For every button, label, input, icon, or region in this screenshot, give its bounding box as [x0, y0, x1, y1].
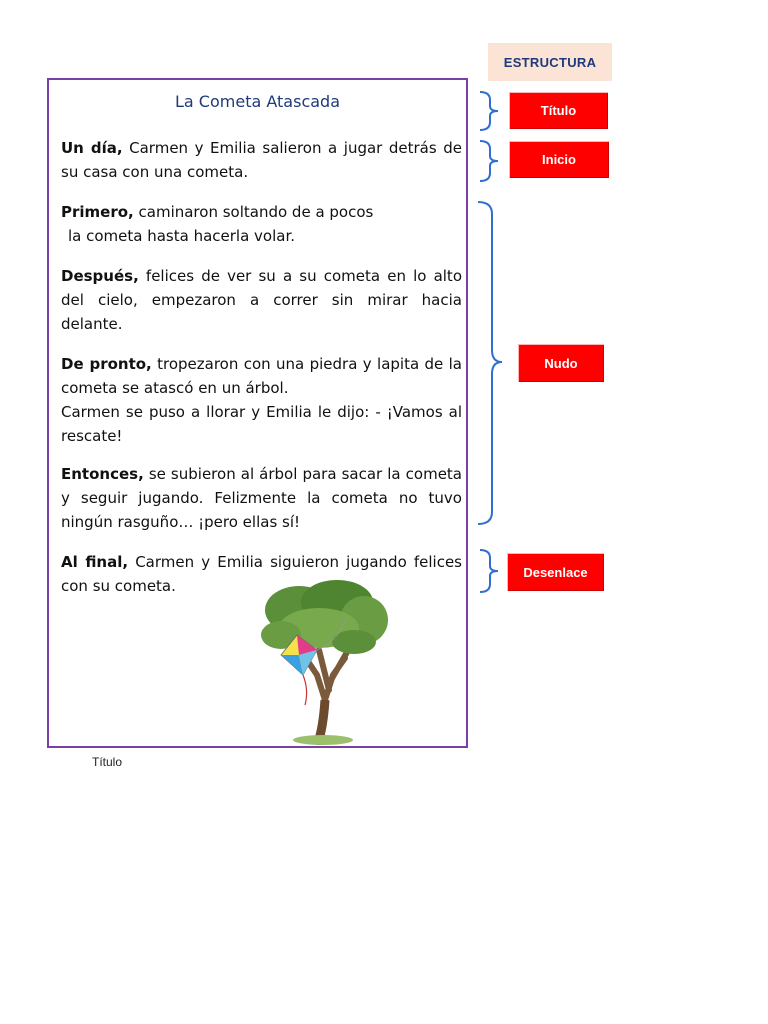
paragraph-text: felices de ver su a su cometa en lo alto del cielo, empezaron a correr sin mirar hacia delante.: [61, 267, 462, 333]
paragraph-lead: Después,: [61, 267, 139, 285]
paragraph-lead: Al final,: [61, 553, 129, 571]
story-box: [47, 78, 468, 748]
label-desenlace: Desenlace: [507, 553, 604, 591]
caption: Título: [92, 755, 123, 769]
label-inicio: Inicio: [509, 141, 609, 178]
label-nudo: Nudo: [518, 344, 604, 382]
label-titulo: Título: [509, 92, 608, 129]
paragraph-text: Carmen y Emilia siguieron jugando felices con su cometa.: [61, 553, 462, 595]
paragraph-entonces: [61, 462, 462, 534]
brace-icon: [474, 200, 508, 526]
paragraph-text: Carmen y Emilia salieron a jugar detrás de su casa con una cometa.: [61, 139, 462, 181]
paragraph-lead: Entonces,: [61, 465, 144, 483]
paragraph-lead: De pronto,: [61, 355, 152, 373]
brace-icon: [478, 139, 508, 183]
story-title: La Cometa Atascada: [175, 92, 340, 111]
brace-icon: [478, 90, 508, 132]
paragraph-text-continued: la cometa hasta hacerla volar.: [68, 227, 296, 245]
paragraph-text-continued: Carmen se puso a llorar y Emilia le dijo: - ¡Vamos al rescate!: [61, 403, 462, 445]
paragraph-primero: [61, 200, 462, 248]
paragraph-lead: Un día,: [61, 139, 123, 157]
paragraph-lead: Primero,: [61, 203, 134, 221]
tree-with-kite-icon: [259, 580, 389, 745]
paragraph-despues: [61, 264, 462, 336]
structure-header: ESTRUCTURA: [488, 43, 612, 81]
paragraph-un-dia: [61, 136, 462, 184]
brace-icon: [478, 548, 508, 594]
paragraph-text: caminaron soltando de a pocos: [133, 203, 374, 221]
paragraph-text: se subieron al árbol para sacar la cometa y seguir jugando. Felizmente la cometa no tuvo ningún rasguño… ¡pero ellas sí!: [61, 465, 462, 531]
paragraph-text: tropezaron con una piedra y lapita de la cometa se atascó en un árbol.: [61, 355, 463, 397]
paragraph-de-pronto: [61, 352, 462, 448]
